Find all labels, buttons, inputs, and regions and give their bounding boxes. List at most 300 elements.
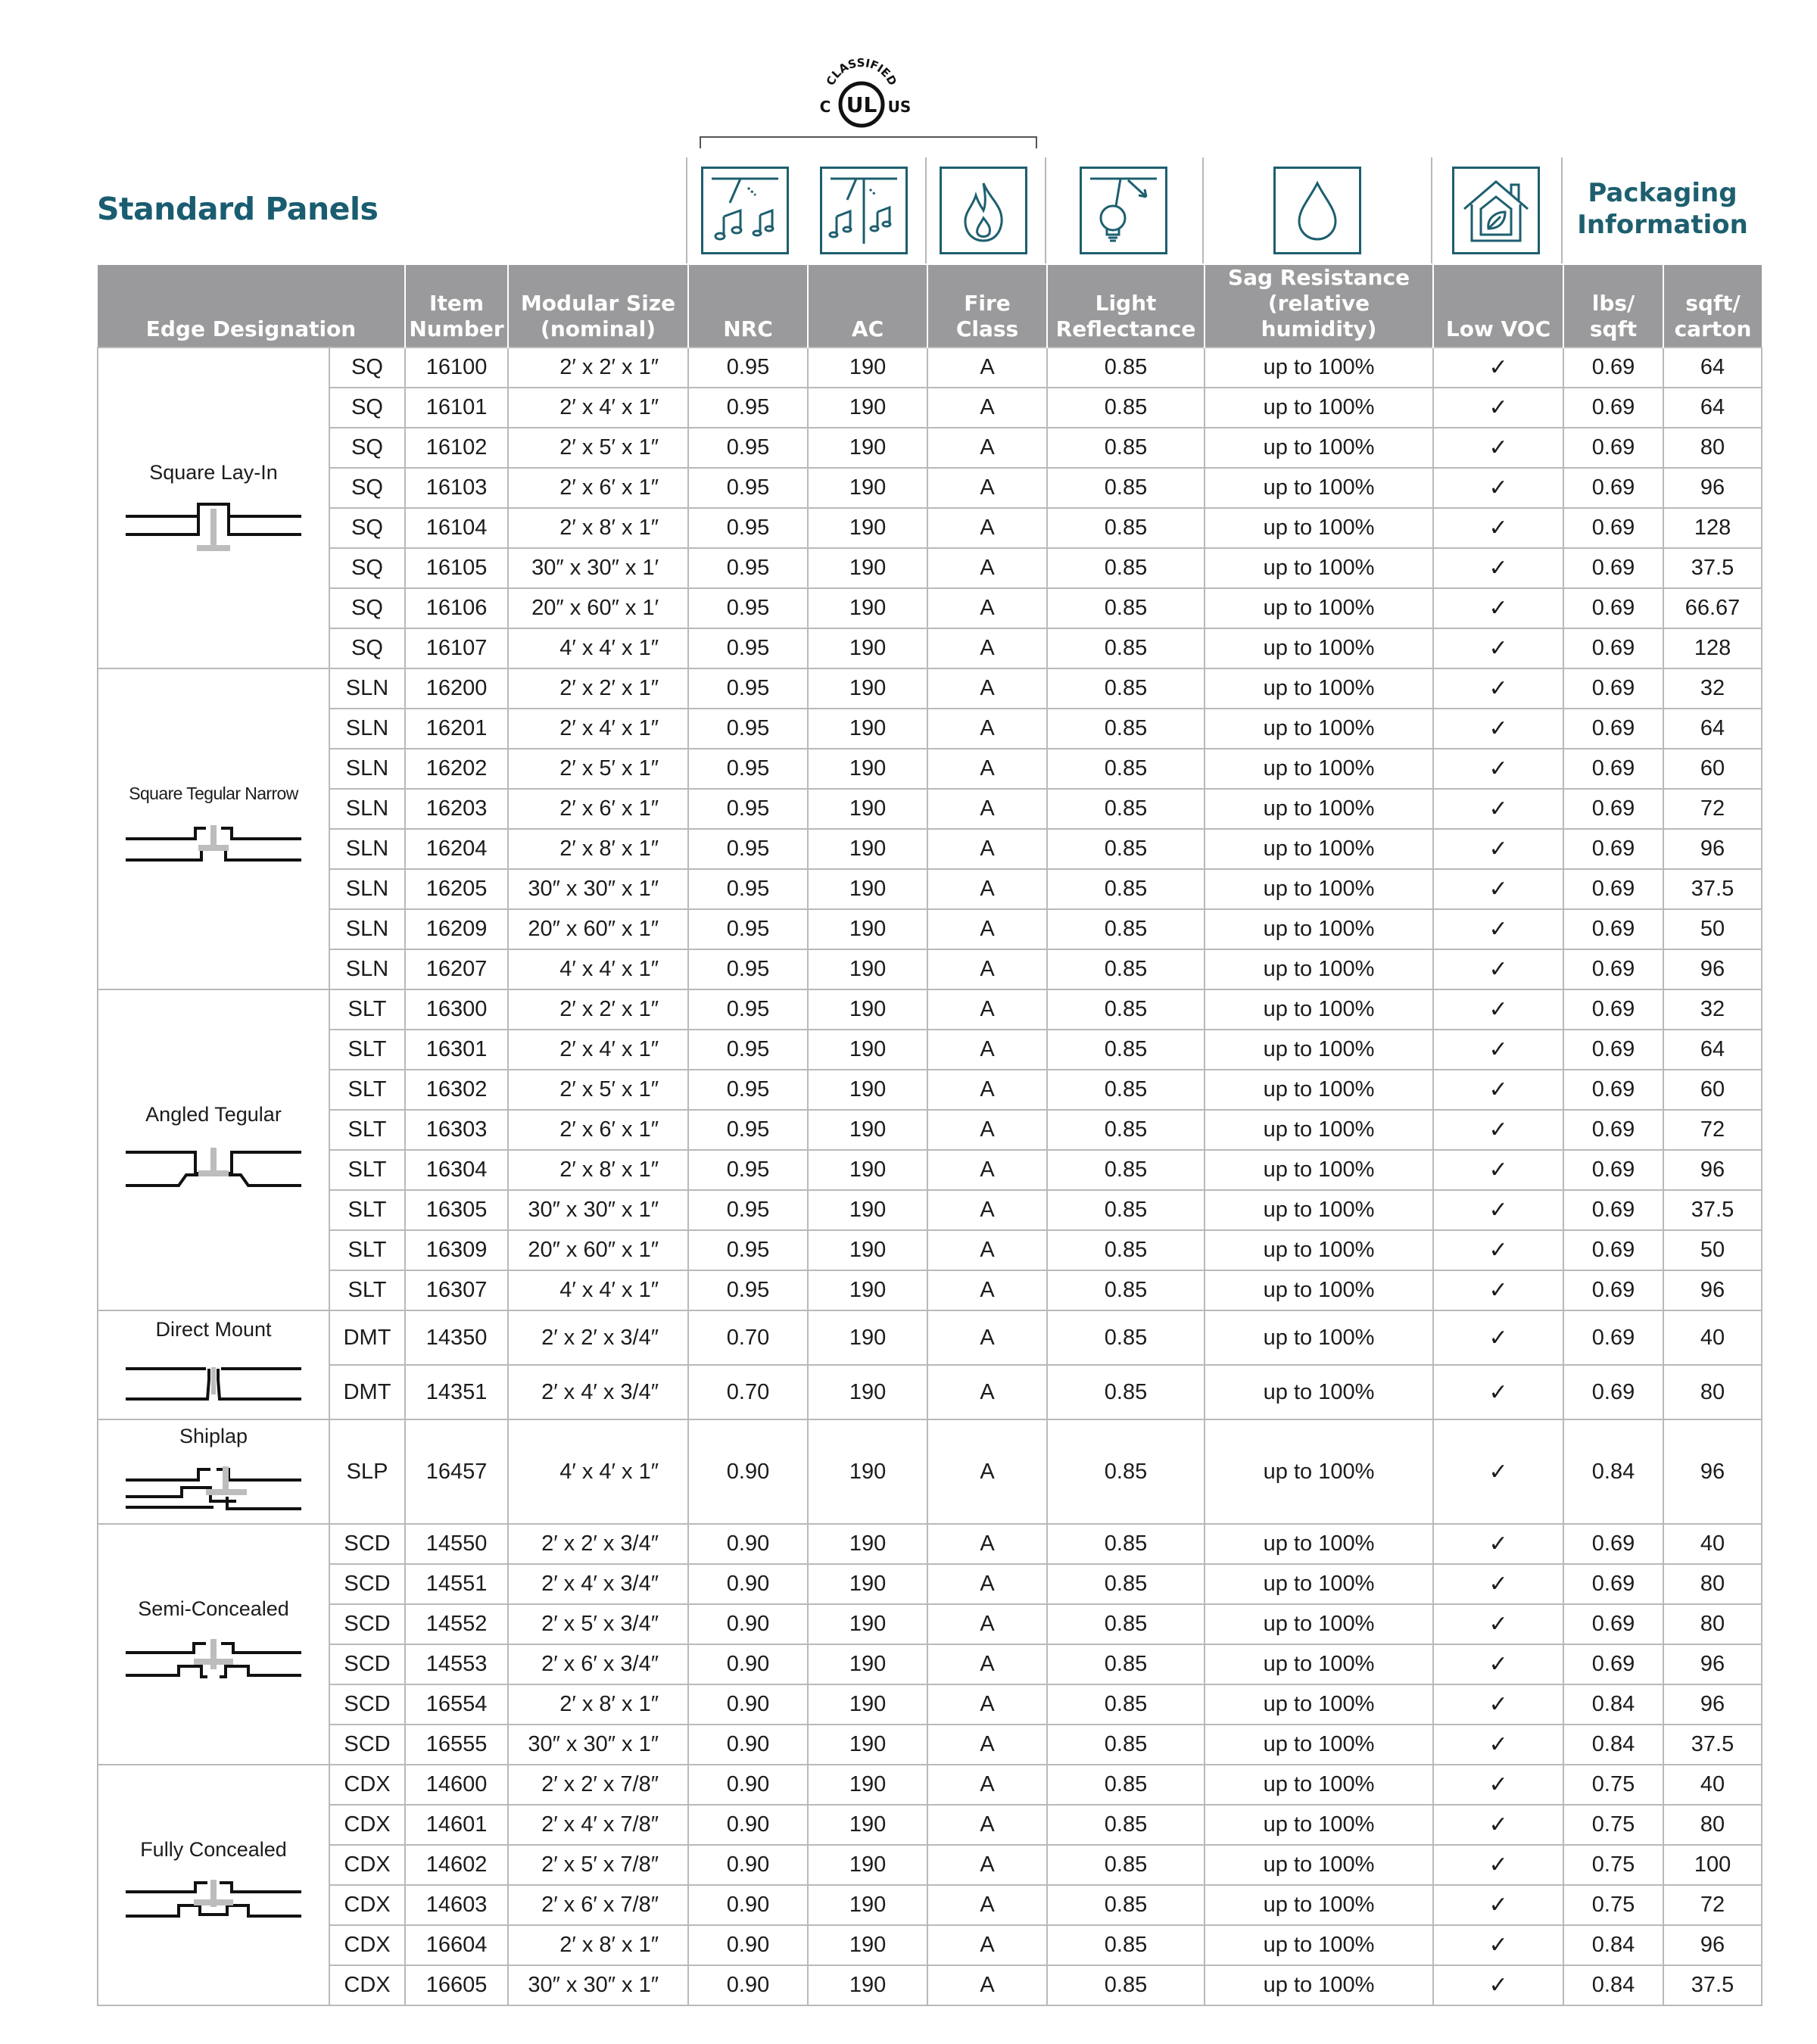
sag-resistance-cell: up to 100% <box>1205 989 1433 1030</box>
ac-cell: 190 <box>808 1644 927 1684</box>
sqft-carton-cell: 60 <box>1663 749 1762 789</box>
low-voc-check-cell: ✓ <box>1433 749 1563 789</box>
low-voc-check-cell: ✓ <box>1433 508 1563 548</box>
packaging-information-header: Packaging Information <box>1577 178 1748 240</box>
modular-size-cell: 2′ x 8′ x 1″ <box>508 1684 688 1725</box>
lbs-sqft-cell: 0.69 <box>1563 1190 1663 1230</box>
header-fire-class: Fire Class <box>927 265 1047 347</box>
edge-designation-label: Angled Tegular <box>145 1102 282 1126</box>
table-row <box>98 428 1762 468</box>
item-number-cell: 16100 <box>405 347 508 388</box>
low-voc-check-cell: ✓ <box>1433 1150 1563 1190</box>
nrc-cell: 0.95 <box>688 388 808 428</box>
header-sag-resistance: Sag Resistance (relative humidity) <box>1205 265 1433 347</box>
edge-code-cell: SQ <box>329 628 405 668</box>
modular-size-cell: 20″ x 60″ x 1″ <box>508 1230 688 1270</box>
ac-cell: 190 <box>808 949 927 989</box>
ac-cell: 190 <box>808 628 927 668</box>
fire-class-cell: A <box>927 347 1047 388</box>
fire-class-cell: A <box>927 1150 1047 1190</box>
ac-cell: 190 <box>808 1230 927 1270</box>
ac-cell: 190 <box>808 1805 927 1845</box>
ac-cell: 190 <box>808 749 927 789</box>
sqft-carton-cell: 64 <box>1663 709 1762 749</box>
sag-resistance-cell: up to 100% <box>1205 869 1433 909</box>
light-reflectance-cell: 0.85 <box>1047 829 1205 869</box>
light-reflectance-icon <box>1080 167 1167 254</box>
low-voc-check-cell: ✓ <box>1433 869 1563 909</box>
header-ac: AC <box>808 265 927 347</box>
icon-divider <box>925 157 927 263</box>
low-voc-check-cell: ✓ <box>1433 1725 1563 1765</box>
table-row <box>98 709 1762 749</box>
modular-size-cell: 2′ x 5′ x 3/4″ <box>508 1604 688 1644</box>
light-reflectance-cell: 0.85 <box>1047 628 1205 668</box>
item-number-cell: 16555 <box>405 1725 508 1765</box>
sag-resistance-cell: up to 100% <box>1205 1365 1433 1419</box>
table-row <box>98 949 1762 989</box>
item-number-cell: 14551 <box>405 1564 508 1604</box>
ac-cell: 190 <box>808 869 927 909</box>
low-voc-check-cell: ✓ <box>1433 1365 1563 1419</box>
low-voc-check-cell: ✓ <box>1433 1925 1563 1965</box>
edge-designation-cell <box>98 1524 329 1765</box>
ac-icon <box>820 167 908 254</box>
nrc-cell: 0.90 <box>688 1805 808 1845</box>
ac-cell: 190 <box>808 709 927 749</box>
low-voc-check-cell: ✓ <box>1433 1805 1563 1845</box>
ac-cell: 190 <box>808 1030 927 1070</box>
item-number-cell: 14603 <box>405 1885 508 1925</box>
nrc-cell: 0.95 <box>688 989 808 1030</box>
table-row <box>98 1885 1762 1925</box>
light-reflectance-cell: 0.85 <box>1047 1684 1205 1725</box>
fire-class-cell: A <box>927 468 1047 508</box>
low-voc-check-cell: ✓ <box>1433 1684 1563 1725</box>
edge-profile-diagram <box>123 1352 304 1413</box>
fire-class-cell: A <box>927 628 1047 668</box>
low-voc-check-cell: ✓ <box>1433 1419 1563 1524</box>
item-number-cell: 16300 <box>405 989 508 1030</box>
sag-resistance-cell: up to 100% <box>1205 1110 1433 1150</box>
fire-class-cell: A <box>927 949 1047 989</box>
ul-us-text: US <box>887 98 912 116</box>
nrc-cell: 0.90 <box>688 1684 808 1725</box>
sqft-carton-cell: 100 <box>1663 1845 1762 1885</box>
light-reflectance-cell: 0.85 <box>1047 1644 1205 1684</box>
edge-code-cell: SQ <box>329 588 405 628</box>
table-row <box>98 1805 1762 1845</box>
sag-resistance-cell: up to 100% <box>1205 709 1433 749</box>
lbs-sqft-cell: 0.69 <box>1563 1150 1663 1190</box>
ac-cell: 190 <box>808 1419 927 1524</box>
edge-code-cell: SLT <box>329 1230 405 1270</box>
fire-class-cell: A <box>927 508 1047 548</box>
sqft-carton-cell: 64 <box>1663 1030 1762 1070</box>
sag-resistance-cell: up to 100% <box>1205 749 1433 789</box>
light-reflectance-cell: 0.85 <box>1047 668 1205 709</box>
item-number-cell: 16302 <box>405 1070 508 1110</box>
modular-size-cell: 2′ x 4′ x 1″ <box>508 709 688 749</box>
sqft-carton-cell: 37.5 <box>1663 1725 1762 1765</box>
low-voc-check-cell: ✓ <box>1433 548 1563 588</box>
lbs-sqft-cell: 0.69 <box>1563 989 1663 1030</box>
sag-resistance-cell: up to 100% <box>1205 588 1433 628</box>
fire-class-cell: A <box>927 1725 1047 1765</box>
nrc-cell: 0.95 <box>688 668 808 709</box>
modular-size-cell: 2′ x 4′ x 1″ <box>508 388 688 428</box>
sqft-carton-cell: 37.5 <box>1663 548 1762 588</box>
item-number-cell: 14350 <box>405 1310 508 1365</box>
edge-designation-cell <box>98 1419 329 1524</box>
nrc-cell: 0.90 <box>688 1564 808 1604</box>
nrc-cell: 0.95 <box>688 628 808 668</box>
ac-cell: 190 <box>808 909 927 949</box>
lbs-sqft-cell: 0.69 <box>1563 1230 1663 1270</box>
sag-resistance-cell: up to 100% <box>1205 388 1433 428</box>
lbs-sqft-cell: 0.69 <box>1563 428 1663 468</box>
fire-class-cell: A <box>927 388 1047 428</box>
nrc-cell: 0.90 <box>688 1419 808 1524</box>
light-reflectance-cell: 0.85 <box>1047 1965 1205 2005</box>
low-voc-check-cell: ✓ <box>1433 1230 1563 1270</box>
lbs-sqft-cell: 0.84 <box>1563 1684 1663 1725</box>
item-number-cell: 16103 <box>405 468 508 508</box>
nrc-cell: 0.95 <box>688 709 808 749</box>
sqft-carton-cell: 80 <box>1663 1564 1762 1604</box>
modular-size-cell: 2′ x 6′ x 1″ <box>508 1110 688 1150</box>
ul-classified-logo <box>801 50 922 133</box>
edge-profile-diagram <box>123 1631 304 1692</box>
table-row <box>98 628 1762 668</box>
nrc-cell: 0.70 <box>688 1365 808 1419</box>
table-row <box>98 829 1762 869</box>
nrc-cell: 0.90 <box>688 1965 808 2005</box>
edge-code-cell: DMT <box>329 1365 405 1419</box>
edge-code-cell: SLT <box>329 1070 405 1110</box>
table-row <box>98 1150 1762 1190</box>
nrc-cell: 0.95 <box>688 1030 808 1070</box>
modular-size-cell: 30″ x 30″ x 1′ <box>508 548 688 588</box>
lbs-sqft-cell: 0.69 <box>1563 628 1663 668</box>
modular-size-cell: 2′ x 4′ x 3/4″ <box>508 1564 688 1604</box>
ac-cell: 190 <box>808 1965 927 2005</box>
nrc-cell: 0.95 <box>688 789 808 829</box>
lbs-sqft-cell: 0.69 <box>1563 1524 1663 1564</box>
page-title: Standard Panels <box>97 191 379 227</box>
low-voc-check-cell: ✓ <box>1433 1885 1563 1925</box>
fire-class-cell: A <box>927 869 1047 909</box>
edge-code-cell: SLN <box>329 869 405 909</box>
low-voc-check-cell: ✓ <box>1433 949 1563 989</box>
ac-cell: 190 <box>808 1110 927 1150</box>
ac-cell: 190 <box>808 1925 927 1965</box>
edge-code-cell: SCD <box>329 1725 405 1765</box>
lbs-sqft-cell: 0.69 <box>1563 1070 1663 1110</box>
lbs-sqft-cell: 0.69 <box>1563 1270 1663 1310</box>
ac-cell: 190 <box>808 508 927 548</box>
sqft-carton-cell: 80 <box>1663 428 1762 468</box>
light-reflectance-cell: 0.85 <box>1047 1419 1205 1524</box>
lbs-sqft-cell: 0.69 <box>1563 1110 1663 1150</box>
edge-code-cell: SQ <box>329 388 405 428</box>
sqft-carton-cell: 50 <box>1663 1230 1762 1270</box>
sqft-carton-cell: 40 <box>1663 1765 1762 1805</box>
edge-code-cell: CDX <box>329 1925 405 1965</box>
edge-code-cell: SLN <box>329 668 405 709</box>
light-reflectance-cell: 0.85 <box>1047 588 1205 628</box>
fire-class-cell: A <box>927 1845 1047 1885</box>
fire-class-cell: A <box>927 1564 1047 1604</box>
fire-class-cell: A <box>927 989 1047 1030</box>
lbs-sqft-cell: 0.84 <box>1563 1925 1663 1965</box>
nrc-cell: 0.70 <box>688 1310 808 1365</box>
nrc-cell: 0.95 <box>688 829 808 869</box>
low-voc-check-cell: ✓ <box>1433 709 1563 749</box>
sag-resistance-cell: up to 100% <box>1205 1805 1433 1845</box>
nrc-cell: 0.90 <box>688 1644 808 1684</box>
nrc-cell: 0.95 <box>688 1150 808 1190</box>
light-reflectance-cell: 0.85 <box>1047 749 1205 789</box>
edge-code-cell: SLN <box>329 709 405 749</box>
sqft-carton-cell: 72 <box>1663 1110 1762 1150</box>
low-voc-check-cell: ✓ <box>1433 1965 1563 2005</box>
ac-cell: 190 <box>808 1564 927 1604</box>
sag-resistance-cell: up to 100% <box>1205 628 1433 668</box>
modular-size-cell: 4′ x 4′ x 1″ <box>508 1419 688 1524</box>
lbs-sqft-cell: 0.69 <box>1563 949 1663 989</box>
fire-class-cell: A <box>927 1070 1047 1110</box>
modular-size-cell: 4′ x 4′ x 1″ <box>508 1270 688 1310</box>
modular-size-cell: 2′ x 6′ x 7/8″ <box>508 1885 688 1925</box>
ac-cell: 190 <box>808 347 927 388</box>
nrc-cell: 0.95 <box>688 347 808 388</box>
lbs-sqft-cell: 0.75 <box>1563 1805 1663 1845</box>
low-voc-check-cell: ✓ <box>1433 1070 1563 1110</box>
table-row <box>98 749 1762 789</box>
modular-size-cell: 20″ x 60″ x 1′ <box>508 588 688 628</box>
lbs-sqft-cell: 0.69 <box>1563 909 1663 949</box>
item-number-cell: 16106 <box>405 588 508 628</box>
nrc-cell: 0.95 <box>688 949 808 989</box>
modular-size-cell: 2′ x 2′ x 1″ <box>508 668 688 709</box>
table-row <box>98 789 1762 829</box>
item-number-cell: 16301 <box>405 1030 508 1070</box>
fire-class-cell: A <box>927 709 1047 749</box>
nrc-icon <box>701 167 789 254</box>
ul-c-text: C <box>819 98 831 116</box>
modular-size-cell: 30″ x 30″ x 1″ <box>508 1965 688 2005</box>
sag-resistance-cell: up to 100% <box>1205 909 1433 949</box>
lbs-sqft-cell: 0.69 <box>1563 508 1663 548</box>
sqft-carton-cell: 96 <box>1663 1925 1762 1965</box>
edge-code-cell: SCD <box>329 1644 405 1684</box>
item-number-cell: 14602 <box>405 1845 508 1885</box>
sqft-carton-cell: 60 <box>1663 1070 1762 1110</box>
modular-size-cell: 2′ x 5′ x 1″ <box>508 749 688 789</box>
item-number-cell: 16305 <box>405 1190 508 1230</box>
item-number-cell: 16101 <box>405 388 508 428</box>
lbs-sqft-cell: 0.69 <box>1563 1564 1663 1604</box>
header-nrc: NRC <box>688 265 808 347</box>
sag-resistance-cell: up to 100% <box>1205 1419 1433 1524</box>
fire-class-cell: A <box>927 829 1047 869</box>
item-number-cell: 16309 <box>405 1230 508 1270</box>
sqft-carton-cell: 72 <box>1663 1885 1762 1925</box>
low-voc-check-cell: ✓ <box>1433 628 1563 668</box>
nrc-cell: 0.95 <box>688 1230 808 1270</box>
sag-resistance-cell: up to 100% <box>1205 1030 1433 1070</box>
nrc-cell: 0.95 <box>688 749 808 789</box>
header-light-reflectance: Light Reflectance <box>1047 265 1205 347</box>
sag-resistance-cell: up to 100% <box>1205 1150 1433 1190</box>
light-reflectance-cell: 0.85 <box>1047 468 1205 508</box>
lbs-sqft-cell: 0.75 <box>1563 1845 1663 1885</box>
ac-cell: 190 <box>808 1765 927 1805</box>
lbs-sqft-cell: 0.69 <box>1563 1310 1663 1365</box>
light-reflectance-cell: 0.85 <box>1047 508 1205 548</box>
fire-class-cell: A <box>927 1365 1047 1419</box>
edge-code-cell: SLT <box>329 1270 405 1310</box>
modular-size-cell: 2′ x 4′ x 1″ <box>508 1030 688 1070</box>
edge-designation-cell <box>98 1765 329 2005</box>
item-number-cell: 16209 <box>405 909 508 949</box>
table-row <box>98 869 1762 909</box>
ac-cell: 190 <box>808 1190 927 1230</box>
table-row <box>98 1270 1762 1310</box>
lbs-sqft-cell: 0.69 <box>1563 588 1663 628</box>
light-reflectance-cell: 0.85 <box>1047 1030 1205 1070</box>
sag-resistance-cell: up to 100% <box>1205 428 1433 468</box>
edge-profile-diagram <box>123 815 304 875</box>
sag-resistance-cell: up to 100% <box>1205 1644 1433 1684</box>
ac-cell: 190 <box>808 388 927 428</box>
table-row <box>98 1845 1762 1885</box>
fire-class-cell: A <box>927 1684 1047 1725</box>
ul-bracket <box>700 136 1037 148</box>
edge-designation-label: Direct Mount <box>155 1317 272 1341</box>
nrc-cell: 0.90 <box>688 1524 808 1564</box>
light-reflectance-cell: 0.85 <box>1047 1805 1205 1845</box>
header-item-number: Item Number <box>405 265 508 347</box>
edge-code-cell: SLT <box>329 1030 405 1070</box>
light-reflectance-cell: 0.85 <box>1047 428 1205 468</box>
edge-profile-diagram <box>123 1872 304 1933</box>
sag-resistance-cell: up to 100% <box>1205 468 1433 508</box>
item-number-cell: 16303 <box>405 1110 508 1150</box>
light-reflectance-cell: 0.85 <box>1047 1365 1205 1419</box>
lbs-sqft-cell: 0.69 <box>1563 388 1663 428</box>
edge-code-cell: SLN <box>329 789 405 829</box>
ac-cell: 190 <box>808 989 927 1030</box>
edge-designation-cell <box>98 347 329 668</box>
sqft-carton-cell: 80 <box>1663 1604 1762 1644</box>
fire-class-cell: A <box>927 1270 1047 1310</box>
table-row <box>98 1365 1762 1419</box>
light-reflectance-cell: 0.85 <box>1047 789 1205 829</box>
modular-size-cell: 2′ x 6′ x 3/4″ <box>508 1644 688 1684</box>
light-reflectance-cell: 0.85 <box>1047 909 1205 949</box>
modular-size-cell: 2′ x 6′ x 1″ <box>508 468 688 508</box>
light-reflectance-cell: 0.85 <box>1047 347 1205 388</box>
table-row <box>98 1070 1762 1110</box>
nrc-cell: 0.95 <box>688 1270 808 1310</box>
edge-code-cell: SLT <box>329 1190 405 1230</box>
nrc-cell: 0.90 <box>688 1845 808 1885</box>
fire-class-cell: A <box>927 588 1047 628</box>
sag-resistance-cell: up to 100% <box>1205 1230 1433 1270</box>
sqft-carton-cell: 72 <box>1663 789 1762 829</box>
item-number-cell: 14601 <box>405 1805 508 1845</box>
nrc-cell: 0.95 <box>688 1070 808 1110</box>
table-row <box>98 1419 1762 1524</box>
edge-designation-label: Shiplap <box>179 1424 248 1447</box>
table-row <box>98 508 1762 548</box>
light-reflectance-cell: 0.85 <box>1047 869 1205 909</box>
low-voc-house-icon <box>1452 167 1540 254</box>
low-voc-check-cell: ✓ <box>1433 468 1563 508</box>
nrc-cell: 0.95 <box>688 588 808 628</box>
ac-cell: 190 <box>808 1684 927 1725</box>
item-number-cell: 14553 <box>405 1644 508 1684</box>
fire-class-cell: A <box>927 789 1047 829</box>
icon-divider <box>686 157 687 263</box>
table-row <box>98 989 1762 1030</box>
light-reflectance-cell: 0.85 <box>1047 1310 1205 1365</box>
table-row <box>98 668 1762 709</box>
sag-resistance-cell: up to 100% <box>1205 829 1433 869</box>
table-header-row <box>98 265 1762 347</box>
edge-code-cell: SCD <box>329 1604 405 1644</box>
item-number-cell: 16200 <box>405 668 508 709</box>
sag-resistance-cell: up to 100% <box>1205 1725 1433 1765</box>
low-voc-check-cell: ✓ <box>1433 1644 1563 1684</box>
light-reflectance-cell: 0.85 <box>1047 1765 1205 1805</box>
sqft-carton-cell: 40 <box>1663 1310 1762 1365</box>
lbs-sqft-cell: 0.69 <box>1563 468 1663 508</box>
table-row <box>98 1684 1762 1725</box>
sqft-carton-cell: 128 <box>1663 628 1762 668</box>
edge-code-cell: CDX <box>329 1885 405 1925</box>
edge-code-cell: SQ <box>329 508 405 548</box>
header-lbs-sqft: lbs/ sqft <box>1563 265 1663 347</box>
lbs-sqft-cell: 0.75 <box>1563 1765 1663 1805</box>
ac-cell: 190 <box>808 668 927 709</box>
fire-class-cell: A <box>927 749 1047 789</box>
light-reflectance-cell: 0.85 <box>1047 1725 1205 1765</box>
sag-resistance-cell: up to 100% <box>1205 1270 1433 1310</box>
edge-code-cell: DMT <box>329 1310 405 1365</box>
item-number-cell: 14600 <box>405 1765 508 1805</box>
lbs-sqft-cell: 0.69 <box>1563 869 1663 909</box>
nrc-cell: 0.95 <box>688 468 808 508</box>
sag-resistance-cell: up to 100% <box>1205 1845 1433 1885</box>
ac-cell: 190 <box>808 1885 927 1925</box>
edge-code-cell: SCD <box>329 1524 405 1564</box>
light-reflectance-cell: 0.85 <box>1047 1150 1205 1190</box>
item-number-cell: 16105 <box>405 548 508 588</box>
low-voc-check-cell: ✓ <box>1433 829 1563 869</box>
sag-resistance-cell: up to 100% <box>1205 789 1433 829</box>
item-number-cell: 16202 <box>405 749 508 789</box>
fire-class-cell: A <box>927 1925 1047 1965</box>
lbs-sqft-cell: 0.69 <box>1563 668 1663 709</box>
sqft-carton-cell: 96 <box>1663 1684 1762 1725</box>
sqft-carton-cell: 37.5 <box>1663 869 1762 909</box>
modular-size-cell: 4′ x 4′ x 1″ <box>508 949 688 989</box>
edge-designation-cell <box>98 668 329 989</box>
nrc-cell: 0.90 <box>688 1725 808 1765</box>
